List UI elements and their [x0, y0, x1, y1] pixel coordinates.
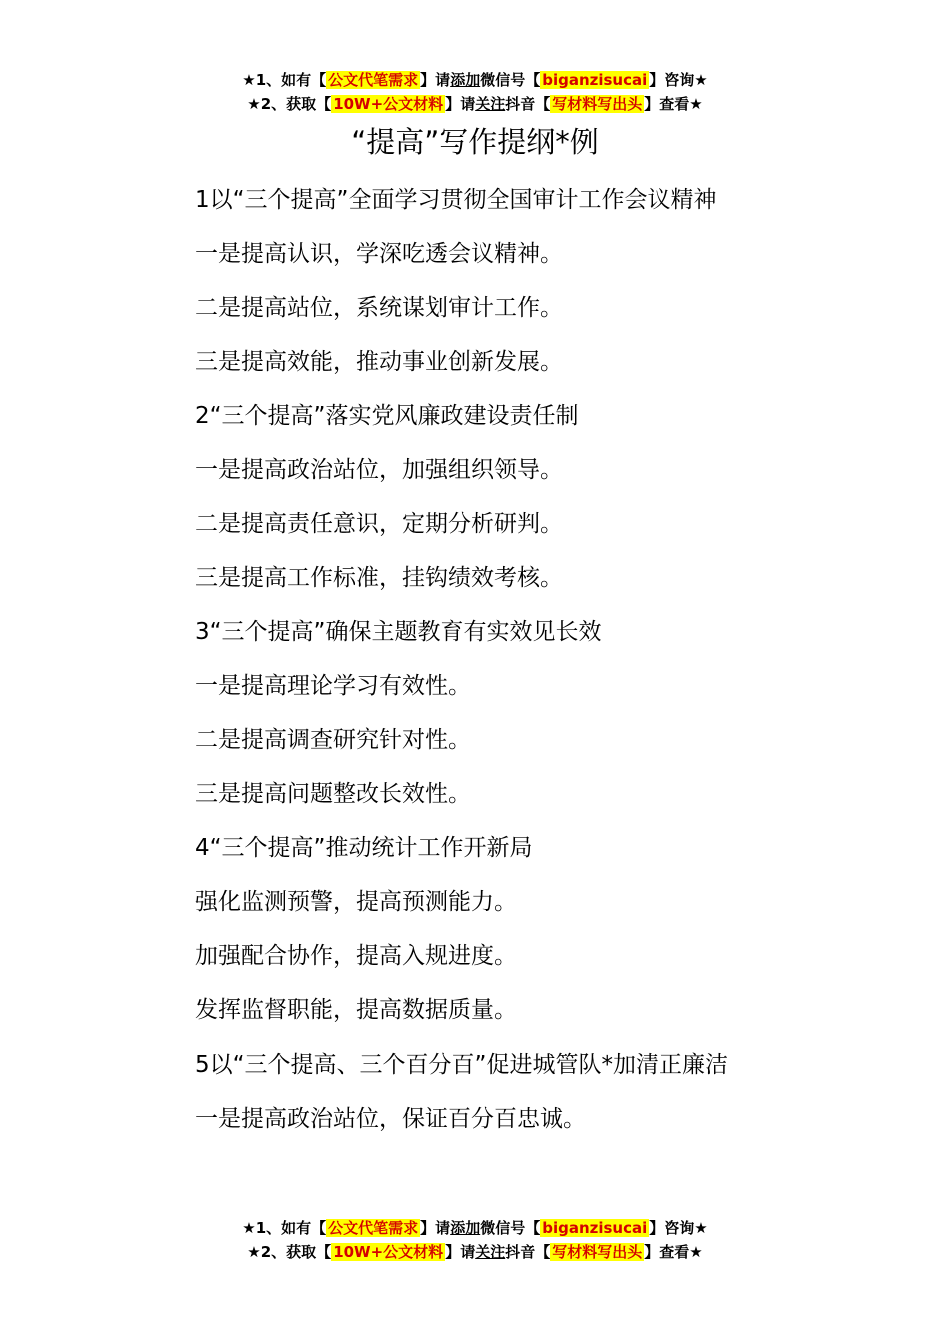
- highlight-service: 公文代笔需求: [328, 71, 419, 89]
- banner-line-1: ★1、如有【 公文代笔需求 】请添加微信号【 biganzisucai 】咨询★: [242, 1219, 708, 1237]
- paragraph: 一是提高理论学习有效性。: [195, 673, 471, 699]
- paragraph: 二是提高责任意识，定期分析研判。: [195, 511, 563, 537]
- highlight-douyin: 写材料写出头: [552, 95, 643, 113]
- banner-line-2: ★2、获取【 10W+公文材料 】请关注抖音【 写材料写出头 】查看★: [247, 95, 703, 113]
- paragraph: 2“三个提高”落实党风廉政建设责任制: [195, 403, 579, 429]
- document-body: [145, 173, 810, 1146]
- paragraph: 一是提高政治站位，保证百分百忠诚。: [195, 1106, 586, 1132]
- paragraph: 发挥监督职能，提高数据质量。: [195, 997, 517, 1023]
- paragraph: 1以“三个提高”全面学习贯彻全国审计工作会议精神: [195, 187, 717, 213]
- paragraph: 一是提高政治站位，加强组织领导。: [195, 457, 563, 483]
- highlight-materials: 10W+公文材料: [333, 1243, 444, 1261]
- document-title: “提高”写作提纲*例: [351, 125, 599, 159]
- paragraph: 强化监测预警，提高预测能力。: [195, 889, 517, 915]
- highlight-wechat-id: biganzisucai: [542, 71, 648, 89]
- banner-line-2: ★2、获取【 10W+公文材料 】请关注抖音【 写材料写出头 】查看★: [247, 1243, 703, 1261]
- paragraph: 5以“三个提高、三个百分百”促进城管队*加清正廉洁: [195, 1052, 728, 1078]
- highlight-douyin: 写材料写出头: [552, 1243, 643, 1261]
- banner-line-1: ★1、如有【 公文代笔需求 】请添加微信号【 biganzisucai 】咨询★: [242, 71, 708, 89]
- footer-banner: [0, 1216, 950, 1264]
- paragraph: 三是提高工作标准，挂钩绩效考核。: [195, 565, 563, 591]
- paragraph: 一是提高认识，学深吃透会议精神。: [195, 241, 563, 267]
- paragraph: 三是提高问题整改长效性。: [195, 781, 471, 807]
- highlight-service: 公文代笔需求: [328, 1219, 419, 1237]
- paragraph: 二是提高站位，系统谋划审计工作。: [195, 295, 563, 321]
- paragraph: 二是提高调查研究针对性。: [195, 727, 471, 753]
- highlight-wechat-id: biganzisucai: [542, 1219, 648, 1237]
- paragraph: 3“三个提高”确保主题教育有实效见长效: [195, 619, 602, 645]
- paragraph: 加强配合协作，提高入规进度。: [195, 943, 517, 969]
- paragraph: 4“三个提高”推动统计工作开新局: [195, 835, 533, 861]
- header-banner: [0, 68, 950, 116]
- paragraph: 三是提高效能，推动事业创新发展。: [195, 349, 563, 375]
- highlight-materials: 10W+公文材料: [333, 95, 444, 113]
